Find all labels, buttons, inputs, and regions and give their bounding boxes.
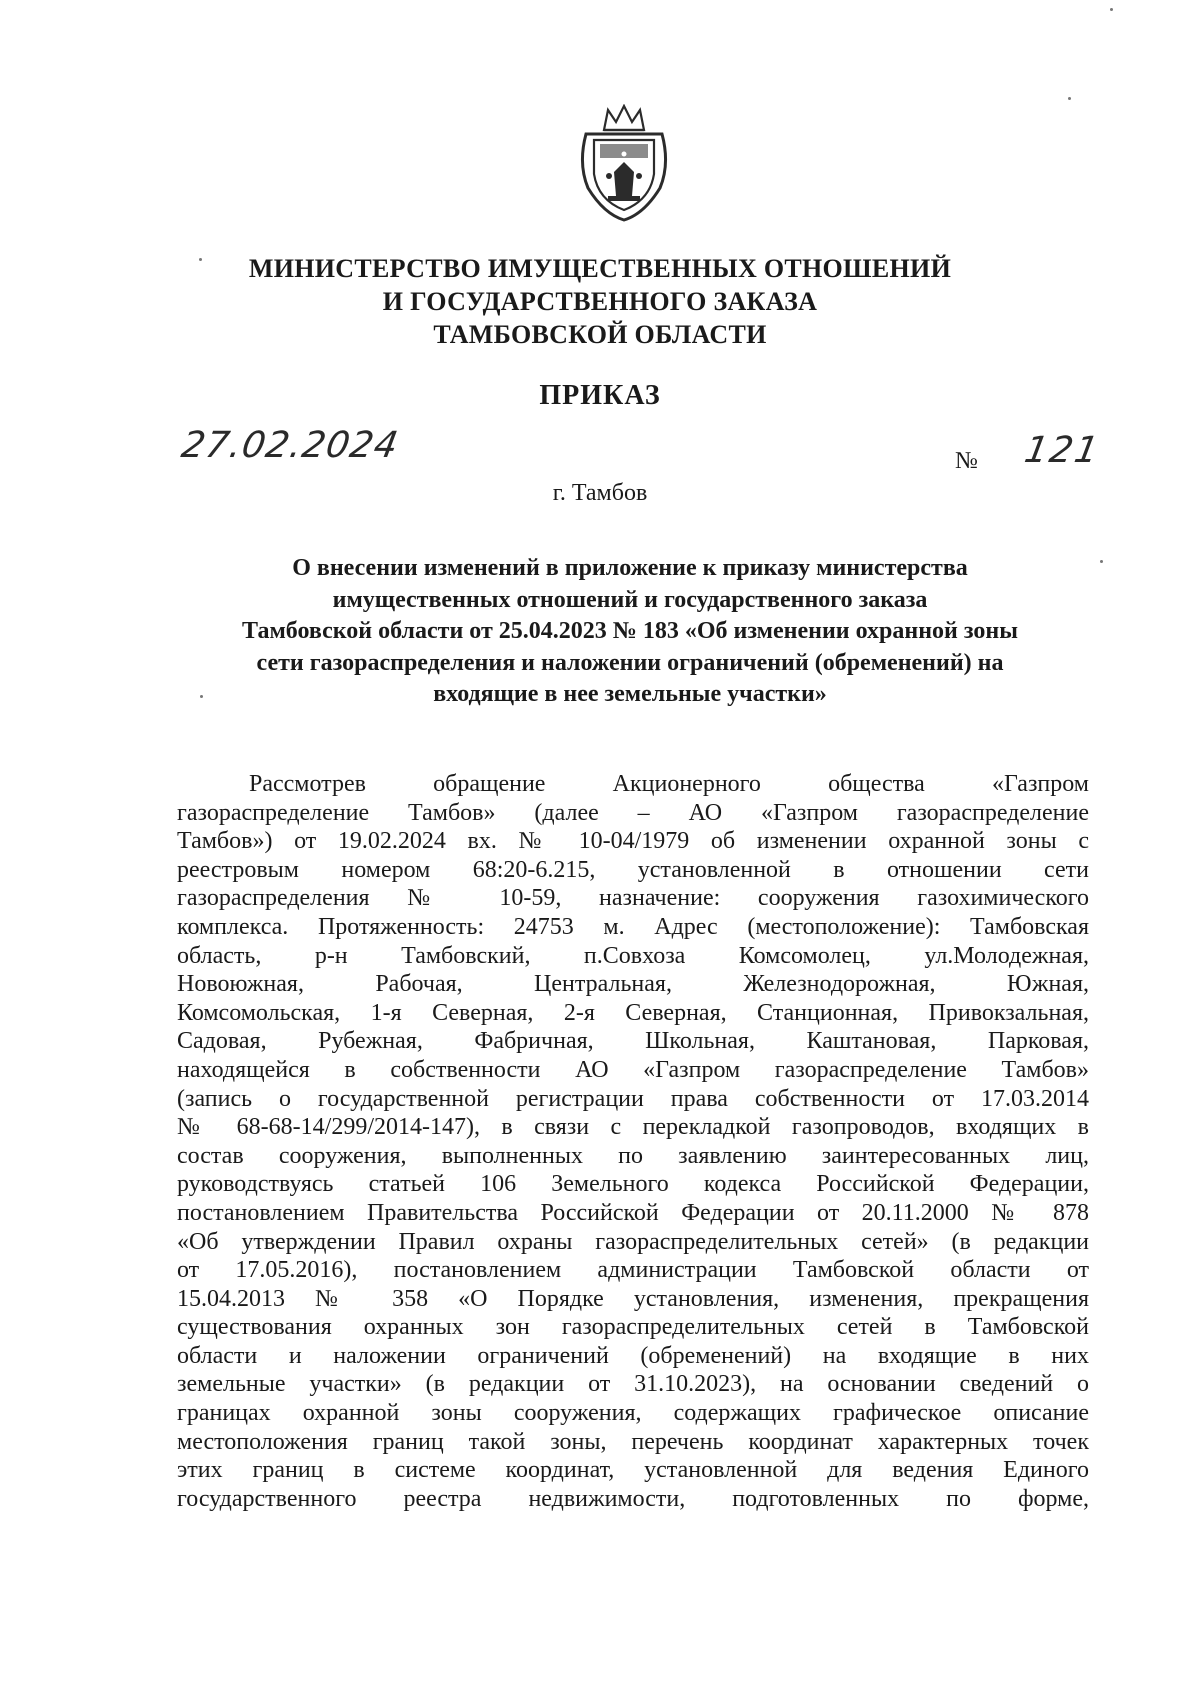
body-line: Тамбов») от 19.02.2024 вх. № 10-04/1979 об изменении охранной зоны с xyxy=(177,828,1089,855)
subject-line: сети газораспределения и наложении ограничений (обременений) на xyxy=(256,649,1004,676)
body-line: постановлением Правительства Российской Федерации от 20.11.2000 № 878 xyxy=(177,1199,1089,1226)
subject-line: имущественных отношений и государственного заказа xyxy=(332,586,928,613)
document-type-title: ПРИКАЗ xyxy=(539,380,661,411)
body-line: «Об утверждении Правил охраны газораспределительных сетей» (в редакции xyxy=(177,1228,1089,1255)
ministry-line-2: И ГОСУДАРСТВЕННОГО ЗАКАЗА xyxy=(382,287,818,316)
scan-speck xyxy=(1110,8,1113,11)
ministry-line-3: ТАМБОВСКОЙ ОБЛАСТИ xyxy=(433,320,767,349)
body-line: Комсомольская, 1-я Северная, 2-я Северная, Станционная, Привокзальная, xyxy=(177,999,1089,1026)
body-line: государственного реестра недвижимости, подготовленных по форме, xyxy=(177,1485,1089,1512)
scan-speck xyxy=(1068,97,1071,100)
body-line: Садовая, Рубежная, Фабричная, Школьная, Каштановая, Парковая, xyxy=(177,1028,1089,1055)
subject-line: Тамбовской области от 25.04.2023 № 183 «Об изменении охранной зоны xyxy=(242,618,1018,644)
document-number: 121 xyxy=(1021,430,1104,471)
number-label: № xyxy=(955,448,978,474)
body-line: этих границ в системе координат, установленной для ведения Единого xyxy=(177,1457,1089,1484)
body-line: состав сооружения, выполненных по заявлению заинтересованных лиц, xyxy=(177,1142,1089,1169)
body-line: земельные участки» (в редакции от 31.10.2023), на основании сведений о xyxy=(177,1371,1089,1398)
body-line: Новоюжная, Рабочая, Центральная, Железнодорожная, Южная, xyxy=(177,971,1089,998)
body-line: от 17.05.2016), постановлением администрации Тамбовской области от xyxy=(177,1257,1089,1284)
body-line: (запись о государственной регистрации права собственности от 17.03.2014 xyxy=(177,1085,1089,1112)
body-line: газораспределения № 10-59, назначение: сооружения газохимического xyxy=(177,885,1089,912)
scan-speck xyxy=(200,695,203,698)
body-line: 15.04.2013 № 358 «О Порядке установления, изменения, прекращения xyxy=(177,1285,1089,1312)
body-line: находящейся в собственности АО «Газпром газораспределение Тамбов» xyxy=(177,1056,1089,1083)
order-subject xyxy=(180,553,1080,711)
city-label: г. Тамбов xyxy=(552,480,648,506)
subject-line: О внесении изменений в приложение к приказу министерства xyxy=(292,555,968,581)
body-line: руководствуясь статьей 106 Земельного кодекса Российской Федерации, xyxy=(177,1171,1089,1198)
body-line: газораспределение Тамбов» (далее – АО «Газпром газораспределение xyxy=(177,799,1089,826)
ministry-line-1: МИНИСТЕРСТВО ИМУЩЕСТВЕННЫХ ОТНОШЕНИЙ xyxy=(248,254,952,283)
scan-speck xyxy=(1100,560,1103,563)
body-line: Рассмотрев обращение Акционерного общества «Газпром xyxy=(249,771,1089,797)
body-line: № 68-68-14/299/2014-147), в связи с перекладкой газопроводов, входящих в xyxy=(177,1114,1089,1141)
body-line: местоположения границ такой зоны, перечень координат характерных точек xyxy=(177,1428,1089,1455)
body-line: реестровым номером 68:20-6.215, установленной в отношении сети xyxy=(177,856,1089,883)
subject-line: входящие в нее земельные участки» xyxy=(433,681,827,707)
ministry-name xyxy=(200,252,1000,351)
body-paragraph xyxy=(177,770,1089,1513)
body-line: существования охранных зон газораспределительных сетей в Тамбовской xyxy=(177,1314,1089,1341)
document-date: 27.02.2024 xyxy=(178,425,402,466)
scan-speck xyxy=(199,258,202,261)
body-line: комплекса. Протяженность: 24753 м. Адрес (местоположение): Тамбовская xyxy=(177,913,1089,940)
body-line: границах охранной зоны сооружения, содержащих графическое описание xyxy=(177,1400,1089,1427)
body-line: области и наложении ограничений (обременений) на входящие в них xyxy=(177,1342,1089,1369)
body-line: область, р-н Тамбовский, п.Совхоза Комсомолец, ул.Молодежная, xyxy=(177,942,1089,969)
tambov-coat-of-arms-icon xyxy=(576,104,672,222)
